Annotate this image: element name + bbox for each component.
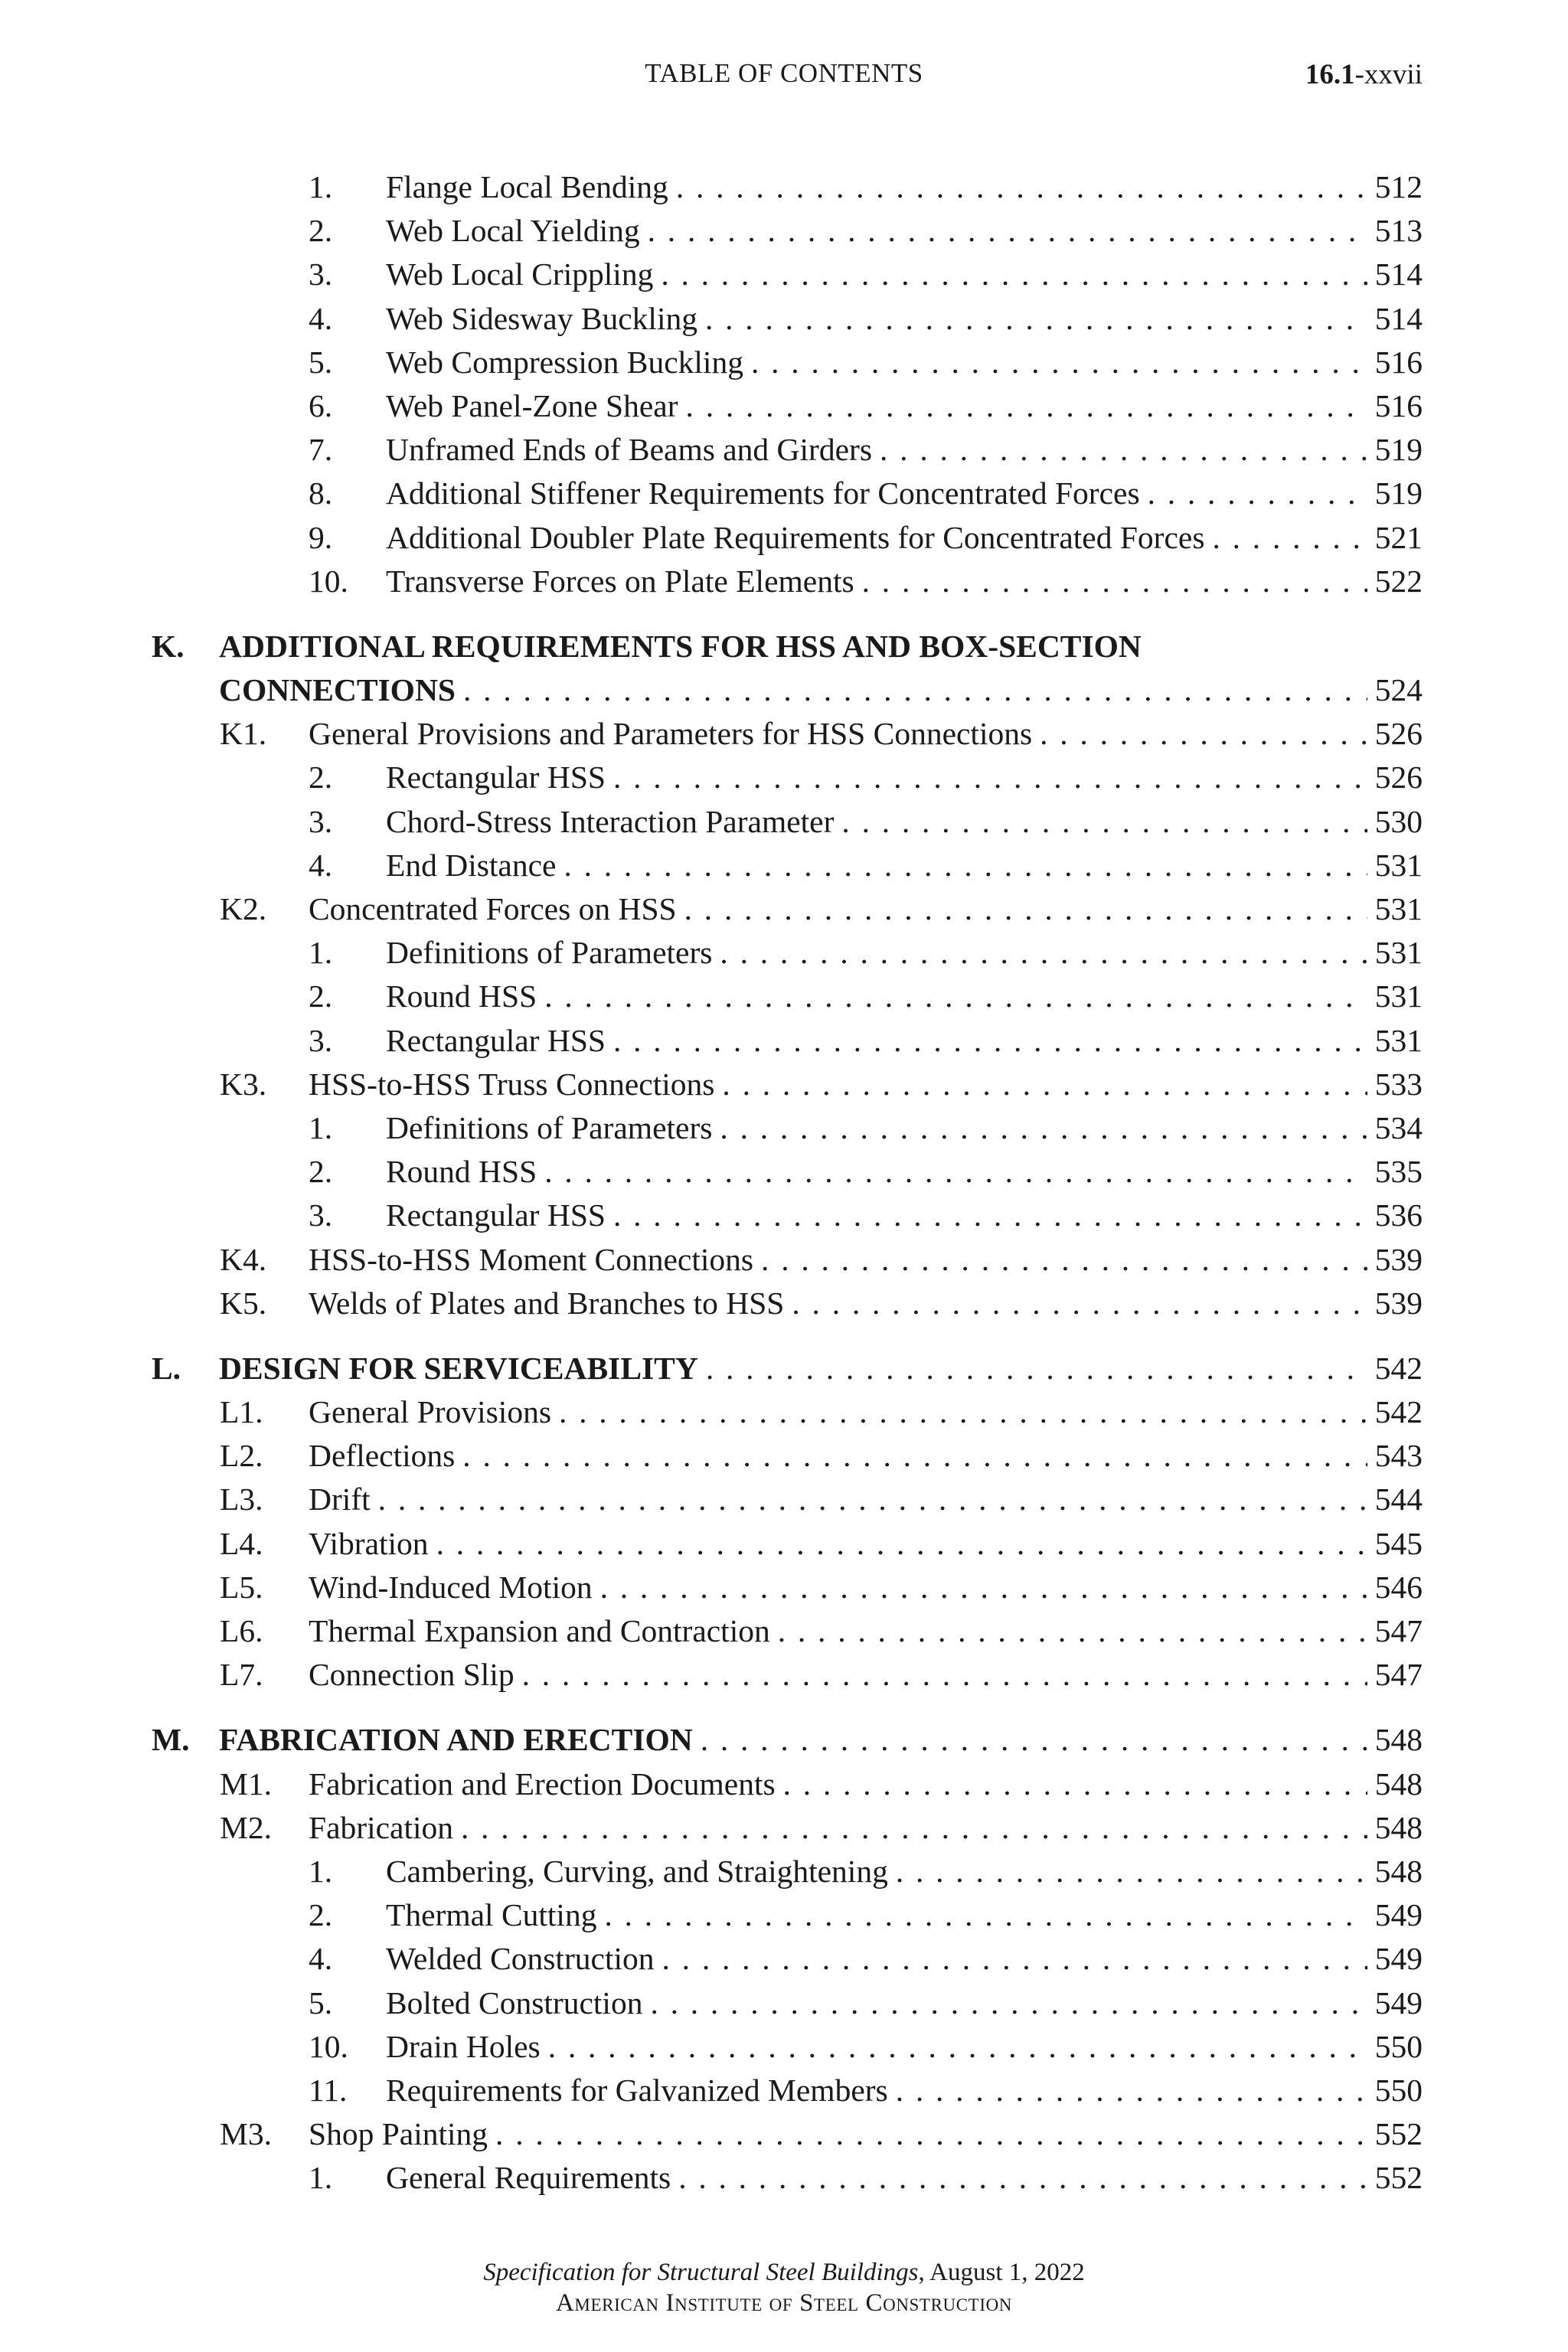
toc-entry-page: 547 <box>1374 1657 1423 1693</box>
toc-dot-leader <box>463 668 1367 712</box>
toc-entry-title: Additional Doubler Plate Requirements for Concentrated Forces <box>386 519 1205 555</box>
toc-entry-page: 535 <box>1374 1154 1423 1190</box>
toc-entry <box>0 2156 1568 2200</box>
toc-entry <box>0 800 1568 844</box>
toc-entry-page: 531 <box>1374 891 1423 926</box>
toc-dot-leader <box>613 1194 1367 1237</box>
toc-dot-leader <box>522 1653 1367 1697</box>
toc-entry-title: HSS-to-HSS Moment Connections <box>309 1241 754 1277</box>
toc-entry-line <box>386 800 1423 844</box>
toc-entry-number: 3. <box>309 256 333 292</box>
toc-entry-line <box>309 1522 1423 1566</box>
toc-entry-title: Drain Holes <box>386 2028 541 2064</box>
footer-publication-title: Specification for Structural Steel Buildings <box>483 2259 919 2286</box>
toc-entry <box>0 560 1568 603</box>
toc-entry <box>0 975 1568 1018</box>
toc-entry <box>0 1238 1568 1282</box>
toc-entry-title: Concentrated Forces on HSS <box>309 891 677 926</box>
header-title: TABLE OF CONTENTS <box>645 58 923 88</box>
toc-entry-page: 549 <box>1374 1897 1423 1933</box>
toc-entry-page: 539 <box>1374 1285 1423 1321</box>
toc-entry-number: 10. <box>309 563 348 599</box>
toc-entry-title: Cambering, Curving, and Straightening <box>386 1853 888 1889</box>
toc-entry-line <box>386 516 1423 560</box>
toc-entry-number: M. <box>152 1722 190 1758</box>
toc-dot-leader <box>662 1937 1367 1981</box>
toc-entry <box>0 668 1568 712</box>
toc-entry <box>0 209 1568 253</box>
toc-entry-line <box>386 844 1423 887</box>
toc-entry-page: 531 <box>1374 935 1423 971</box>
toc-entry <box>0 1609 1568 1653</box>
toc-dot-leader <box>436 1522 1367 1566</box>
toc-entry-page: 548 <box>1374 1766 1423 1802</box>
toc-entry-page: 526 <box>1374 760 1423 795</box>
toc-entry-number: 3. <box>309 1197 333 1233</box>
toc-entry-line <box>309 2112 1423 2156</box>
toc-entry-line <box>386 428 1423 472</box>
toc-entry-page: 533 <box>1374 1066 1423 1102</box>
toc-entry-line <box>386 2069 1423 2112</box>
header-page-number <box>1305 58 1423 91</box>
toc-entry-number: 5. <box>309 344 333 380</box>
toc-entry-page: 543 <box>1374 1438 1423 1474</box>
toc-entry-line <box>386 560 1423 603</box>
toc-dot-leader <box>896 1850 1367 1893</box>
toc-entry-page: 549 <box>1374 1941 1423 1977</box>
toc-entry-title: HSS-to-HSS Truss Connections <box>309 1066 715 1102</box>
toc-entry <box>0 1478 1568 1521</box>
toc-dot-leader <box>706 1347 1367 1390</box>
toc-entry-line <box>309 1282 1423 1325</box>
toc-entry-line <box>219 1347 1423 1390</box>
toc-entry-line <box>309 1063 1423 1106</box>
toc-entry-number: K3. <box>220 1066 267 1102</box>
toc-entry-number: 1. <box>309 1109 333 1145</box>
toc-entry-page: 526 <box>1374 716 1423 752</box>
toc-entry-line <box>386 1937 1423 1981</box>
toc-entry-title: Web Local Crippling <box>386 256 654 292</box>
toc-entry <box>0 1282 1568 1325</box>
toc-entry <box>0 297 1568 341</box>
toc-entry <box>0 165 1568 209</box>
toc-entry-number: L2. <box>220 1438 263 1474</box>
toc-entry-title: Web Sidesway Buckling <box>386 300 697 336</box>
toc-entry <box>0 1434 1568 1478</box>
toc-entry <box>0 1762 1568 1806</box>
toc-dot-leader <box>661 253 1367 296</box>
toc-entry-line <box>386 1150 1423 1194</box>
toc-entry-number: L1. <box>220 1394 263 1430</box>
toc-entry <box>0 931 1568 975</box>
toc-dot-leader <box>544 975 1367 1018</box>
toc-entry-line <box>386 975 1423 1018</box>
toc-entry-page: 539 <box>1374 1241 1423 1277</box>
toc-entry <box>0 1019 1568 1063</box>
toc-entry <box>0 1806 1568 1850</box>
toc-dot-leader <box>564 844 1367 887</box>
toc-entry-line <box>309 1609 1423 1653</box>
toc-dot-leader <box>701 1718 1367 1762</box>
toc-entry-number: K. <box>152 628 185 664</box>
toc-dot-leader <box>783 1762 1367 1806</box>
toc-entry-page: 534 <box>1374 1109 1423 1145</box>
toc-entry-line <box>386 297 1423 341</box>
toc-dot-leader <box>792 1282 1367 1325</box>
toc-entry <box>0 887 1568 931</box>
toc-entry-number: 4. <box>309 847 333 883</box>
toc-entry-line <box>386 2156 1423 2200</box>
toc-entry-title: Deflections <box>309 1438 456 1474</box>
toc-entry-line <box>309 887 1423 931</box>
toc-entry-page: 519 <box>1374 432 1423 468</box>
toc-entry-number: M2. <box>220 1809 273 1845</box>
toc-entry-line <box>309 1762 1423 1806</box>
toc-entry <box>0 1850 1568 1893</box>
toc-entry-title: ADDITIONAL REQUIREMENTS FOR HSS AND BOX-SECTION <box>219 628 1142 664</box>
toc-entry-title: Welds of Plates and Branches to HSS <box>309 1285 785 1321</box>
toc-entry-number: 2. <box>309 1154 333 1190</box>
toc-entry-title: Transverse Forces on Plate Elements <box>386 563 854 599</box>
toc-entry-number: K5. <box>220 1285 267 1321</box>
toc-entry-title: Vibration <box>309 1525 429 1561</box>
toc-dot-leader <box>548 2025 1367 2069</box>
toc-entry <box>0 2025 1568 2069</box>
toc-entry <box>0 756 1568 799</box>
toc-entry-title: Requirements for Galvanized Members <box>386 2072 888 2108</box>
toc-dot-leader <box>841 800 1367 844</box>
toc-dot-leader <box>613 1019 1367 1063</box>
toc-dot-leader <box>686 384 1367 428</box>
toc-entry <box>0 1106 1568 1150</box>
toc-dot-leader <box>676 165 1367 209</box>
toc-entry-number: 10. <box>309 2028 348 2064</box>
toc-entry-number: 3. <box>309 803 333 839</box>
toc-entry-number: M1. <box>220 1766 273 1802</box>
toc-entry-page: 542 <box>1374 1350 1423 1386</box>
toc-entry-page: 513 <box>1374 213 1423 249</box>
toc-entry-page: 514 <box>1374 300 1423 336</box>
toc-entry <box>0 1194 1568 1237</box>
toc-entry-page: 544 <box>1374 1481 1423 1517</box>
toc-entry-title: Welded Construction <box>386 1941 655 1977</box>
header-page-number-rest: -xxvii <box>1354 59 1423 90</box>
toc-entry-title: Additional Stiffener Requirements for Concentrated Forces <box>386 475 1140 511</box>
toc-entry-line <box>219 625 1149 668</box>
toc-entry-page: 547 <box>1374 1613 1423 1648</box>
table-of-contents <box>0 165 1568 2200</box>
toc-entry-number: L6. <box>220 1613 263 1648</box>
toc-entry-line <box>386 1019 1423 1063</box>
toc-dot-leader <box>778 1609 1367 1653</box>
toc-dot-leader <box>880 428 1367 472</box>
toc-entry-line <box>386 472 1423 515</box>
toc-entry-number: 9. <box>309 519 333 555</box>
toc-entry-page: 531 <box>1374 847 1423 883</box>
toc-entry-number: 2. <box>309 760 333 795</box>
toc-entry-page: 550 <box>1374 2028 1423 2064</box>
toc-entry-page: 516 <box>1374 387 1423 423</box>
toc-entry-line <box>219 1718 1423 1762</box>
toc-entry-page: 522 <box>1374 563 1423 599</box>
toc-entry-title: Thermal Cutting <box>386 1897 597 1933</box>
toc-entry-line <box>386 341 1423 384</box>
toc-entry <box>0 712 1568 756</box>
page-footer <box>0 2257 1568 2318</box>
toc-dot-leader <box>684 887 1367 931</box>
toc-entry-line <box>386 2025 1423 2069</box>
toc-entry-page: 512 <box>1374 169 1423 204</box>
toc-entry-title: Drift <box>309 1481 371 1517</box>
toc-entry-title: End Distance <box>386 847 557 883</box>
toc-entry-number: 1. <box>309 935 333 971</box>
toc-entry <box>0 1653 1568 1697</box>
toc-entry-title: FABRICATION AND ERECTION <box>219 1722 693 1758</box>
toc-dot-leader <box>722 1063 1367 1106</box>
toc-entry-page: 531 <box>1374 1022 1423 1058</box>
toc-dot-leader <box>461 1806 1367 1850</box>
toc-entry-title: Web Compression Buckling <box>386 344 743 380</box>
toc-entry-line <box>309 1806 1423 1850</box>
toc-entry-number: 2. <box>309 978 333 1014</box>
toc-dot-leader <box>720 931 1367 975</box>
toc-entry-title: Round HSS <box>386 978 537 1014</box>
toc-entry <box>0 2112 1568 2156</box>
toc-entry-title: General Provisions and Parameters for HSS Connections <box>309 716 1033 752</box>
toc-entry <box>0 384 1568 428</box>
toc-dot-leader <box>604 1893 1367 1937</box>
toc-entry-title: Web Local Yielding <box>386 213 640 249</box>
toc-entry-number: M3. <box>220 2116 273 2152</box>
toc-entry-title: Chord-Stress Interaction Parameter <box>386 803 835 839</box>
toc-entry-title: Unframed Ends of Beams and Girders <box>386 432 873 468</box>
toc-entry <box>0 341 1568 384</box>
toc-entry-number: 1. <box>309 2160 333 2196</box>
toc-entry-title: Rectangular HSS <box>386 1197 606 1233</box>
toc-entry-number: 1. <box>309 1853 333 1889</box>
toc-dot-leader <box>600 1566 1367 1609</box>
toc-entry <box>0 1566 1568 1609</box>
toc-entry <box>0 253 1568 296</box>
toc-dot-leader <box>720 1106 1367 1150</box>
toc-dot-leader <box>1040 712 1367 756</box>
toc-entry-number: K1. <box>220 716 267 752</box>
toc-entry-page: 542 <box>1374 1394 1423 1430</box>
toc-entry-title: Definitions of Parameters <box>386 935 713 971</box>
toc-entry-number: 3. <box>309 1022 333 1058</box>
toc-dot-leader <box>1148 472 1367 515</box>
toc-entry-page: 519 <box>1374 475 1423 511</box>
toc-entry <box>0 1063 1568 1106</box>
toc-entry-page: 548 <box>1374 1853 1423 1889</box>
toc-dot-leader <box>751 341 1367 384</box>
toc-entry-page: 545 <box>1374 1525 1423 1561</box>
toc-dot-leader <box>705 297 1367 341</box>
toc-entry-line <box>309 1566 1423 1609</box>
toc-entry-line <box>386 931 1423 975</box>
toc-entry-page: 524 <box>1374 672 1423 708</box>
toc-entry-line <box>386 1981 1423 2025</box>
toc-entry <box>0 625 1568 668</box>
toc-entry-title: General Requirements <box>386 2160 671 2196</box>
toc-entry <box>0 516 1568 560</box>
toc-entry-number: 8. <box>309 475 333 511</box>
toc-entry <box>0 1150 1568 1194</box>
page-header <box>0 58 1568 96</box>
toc-entry-title: DESIGN FOR SERVICEABILITY <box>219 1350 698 1386</box>
toc-dot-leader <box>462 1434 1367 1478</box>
toc-entry <box>0 1347 1568 1390</box>
toc-dot-leader <box>495 2112 1367 2156</box>
toc-entry-line <box>386 1194 1423 1237</box>
toc-entry-page: 548 <box>1374 1722 1423 1758</box>
toc-entry-page: 531 <box>1374 978 1423 1014</box>
toc-entry-number: L4. <box>220 1525 263 1561</box>
toc-entry-line <box>386 756 1423 799</box>
toc-entry-title: Fabrication <box>309 1809 453 1845</box>
toc-entry-title: Thermal Expansion and Contraction <box>309 1613 770 1648</box>
header-page-number-bold: 16.1 <box>1305 59 1355 90</box>
toc-entry-page: 514 <box>1374 256 1423 292</box>
toc-entry-line <box>309 712 1423 756</box>
toc-entry <box>0 1718 1568 1762</box>
toc-entry-page: 549 <box>1374 1984 1423 2020</box>
toc-entry-title: Connection Slip <box>309 1657 514 1693</box>
toc-entry-title: Rectangular HSS <box>386 760 606 795</box>
toc-entry-title: CONNECTIONS <box>219 672 456 708</box>
toc-entry-line <box>386 1893 1423 1937</box>
toc-entry-line <box>386 384 1423 428</box>
toc-entry-page: 536 <box>1374 1197 1423 1233</box>
toc-entry-title: Rectangular HSS <box>386 1022 606 1058</box>
toc-entry-number: 1. <box>309 169 333 204</box>
toc-entry <box>0 1390 1568 1434</box>
toc-dot-leader <box>544 1150 1367 1194</box>
toc-entry-line <box>386 1106 1423 1150</box>
toc-entry-number: 4. <box>309 1941 333 1977</box>
toc-entry-line <box>309 1238 1423 1282</box>
toc-entry-page: 552 <box>1374 2160 1423 2196</box>
toc-dot-leader <box>378 1478 1367 1521</box>
toc-entry-line <box>386 209 1423 253</box>
toc-entry-page: 521 <box>1374 519 1423 555</box>
toc-dot-leader <box>896 2069 1367 2112</box>
toc-entry <box>0 1981 1568 2025</box>
toc-entry <box>0 428 1568 472</box>
footer-publisher: American Institute of Steel Construction <box>556 2289 1012 2317</box>
toc-entry-number: K2. <box>220 891 267 926</box>
toc-dot-leader <box>650 1981 1367 2025</box>
toc-entry-line <box>386 165 1423 209</box>
toc-entry-line <box>309 1653 1423 1697</box>
toc-entry-number: 7. <box>309 432 333 468</box>
toc-entry-number: K4. <box>220 1241 267 1277</box>
toc-dot-leader <box>761 1238 1367 1282</box>
toc-entry-page: 516 <box>1374 344 1423 380</box>
toc-entry-number: L3. <box>220 1481 263 1517</box>
toc-entry <box>0 1893 1568 1937</box>
toc-entry-title: Web Panel-Zone Shear <box>386 387 678 423</box>
toc-entry-title: Flange Local Bending <box>386 169 668 204</box>
footer-publication-date: , August 1, 2022 <box>918 2259 1085 2286</box>
footer-publication <box>0 2257 1568 2288</box>
toc-entry <box>0 2069 1568 2112</box>
toc-entry-title: Wind-Induced Motion <box>309 1569 593 1605</box>
toc-entry-line <box>309 1390 1423 1434</box>
toc-entry <box>0 472 1568 515</box>
toc-entry-number: 4. <box>309 300 333 336</box>
toc-entry-title: General Provisions <box>309 1394 551 1430</box>
toc-entry <box>0 1522 1568 1566</box>
toc-dot-leader <box>613 756 1367 799</box>
toc-dot-leader <box>678 2156 1367 2200</box>
toc-entry-title: Bolted Construction <box>386 1984 643 2020</box>
toc-entry-number: 11. <box>309 2072 348 2108</box>
toc-entry-page: 552 <box>1374 2116 1423 2152</box>
toc-entry-page: 546 <box>1374 1569 1423 1605</box>
toc-entry-number: 2. <box>309 213 333 249</box>
toc-dot-leader <box>1213 516 1367 560</box>
toc-dot-leader <box>862 560 1367 603</box>
toc-entry-line <box>219 668 1423 712</box>
toc-entry-page: 530 <box>1374 803 1423 839</box>
toc-entry-line <box>386 253 1423 296</box>
toc-entry-number: 5. <box>309 1984 333 2020</box>
toc-entry-line <box>386 1850 1423 1893</box>
toc-entry-title: Definitions of Parameters <box>386 1109 713 1145</box>
toc-entry-page: 548 <box>1374 1809 1423 1845</box>
toc-entry-title: Round HSS <box>386 1154 537 1190</box>
toc-entry-number: 6. <box>309 387 333 423</box>
toc-entry-line <box>309 1434 1423 1478</box>
toc-entry-number: 2. <box>309 1897 333 1933</box>
toc-entry-number: L7. <box>220 1657 263 1693</box>
toc-entry-number: L. <box>152 1350 181 1386</box>
toc-entry <box>0 844 1568 887</box>
toc-entry-line <box>309 1478 1423 1521</box>
toc-entry <box>0 1937 1568 1981</box>
toc-dot-leader <box>648 209 1367 253</box>
toc-entry-title: Shop Painting <box>309 2116 488 2152</box>
toc-entry-title: Fabrication and Erection Documents <box>309 1766 776 1802</box>
toc-entry-number: L5. <box>220 1569 263 1605</box>
toc-dot-leader <box>559 1390 1367 1434</box>
toc-entry-page: 550 <box>1374 2072 1423 2108</box>
